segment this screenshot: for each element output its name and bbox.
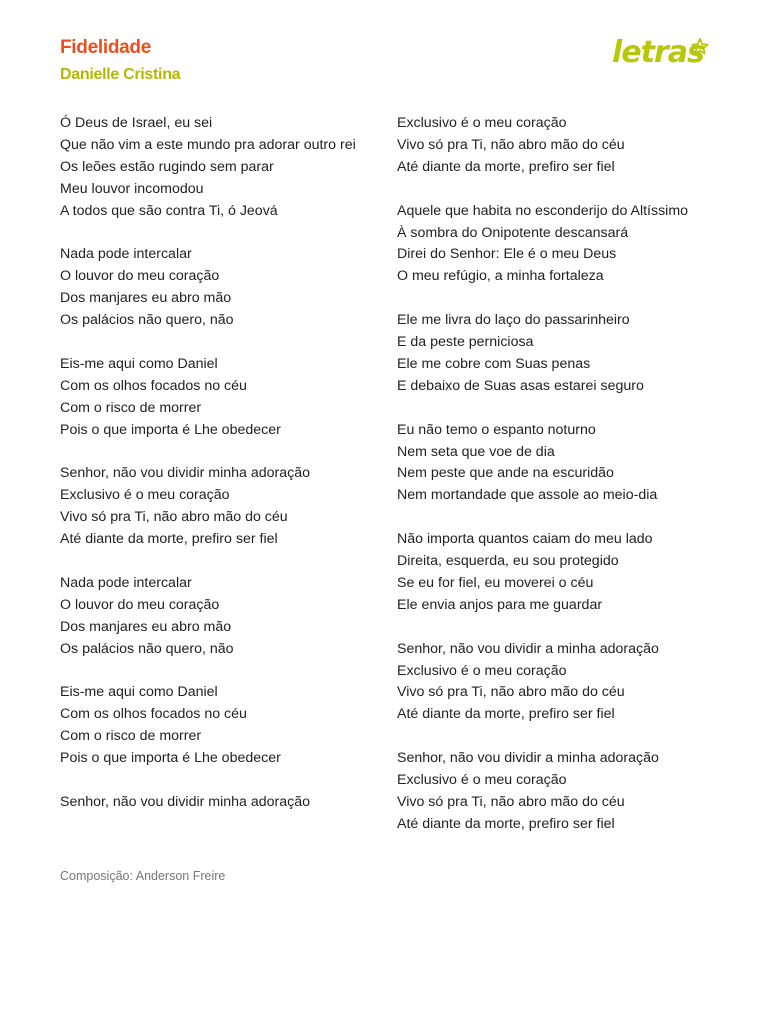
lyric-line: Exclusivo é o meu coração [397, 662, 567, 679]
lyric-line: Até diante da morte, prefiro ser fiel [397, 815, 615, 832]
lyric-line: Eis-me aqui como Daniel [60, 684, 218, 701]
lyric-line: Até diante da morte, prefiro ser fiel [60, 531, 278, 548]
lyric-line: Exclusivo é o meu coração [60, 487, 230, 504]
stanza [397, 201, 717, 289]
stanza [397, 420, 717, 508]
lyric-line: Com os olhos focados no céu [60, 706, 247, 723]
lyric-line: Vivo só pra Ti, não abro mão do céu [397, 684, 625, 701]
lyric-line: Exclusivo é o meu coração [397, 115, 567, 131]
stanza [397, 113, 717, 179]
stanza [60, 792, 375, 814]
lyric-line: Senhor, não vou dividir minha adoração [60, 465, 311, 482]
lyric-line: Nada pode intercalar [60, 246, 192, 263]
stanza [60, 573, 375, 661]
lyric-line: Pois o que importa é Lhe obedecer [60, 421, 281, 438]
stanza [60, 244, 375, 332]
lyric-line: Aquele que habita no esconderijo do Altíssimo [397, 202, 689, 219]
stanza [60, 682, 375, 770]
lyric-line: Se eu for fiel, eu moverei o céu [397, 574, 594, 591]
stanza [397, 529, 717, 617]
lyric-line: Pois o que importa é Lhe obedecer [60, 750, 281, 767]
stanza [397, 748, 717, 836]
stanza [397, 639, 717, 727]
lyric-line: Com os olhos focados no céu [60, 377, 247, 394]
lyric-line: Ele me livra do laço do passarinheiro [397, 312, 630, 329]
stanza-gap [60, 442, 375, 464]
lyric-line: Até diante da morte, prefiro ser fiel [397, 158, 615, 175]
lyric-line: A todos que são contra Ti, ó Jeová [60, 202, 278, 219]
lyrics-column-right [397, 113, 717, 836]
lyric-line: Com o risco de morrer [60, 728, 202, 745]
stanza-gap [60, 223, 375, 245]
letras-logo[interactable] [612, 33, 712, 69]
lyric-line: Ó Deus de Israel, eu sei [60, 115, 213, 131]
logo-text: letras [612, 35, 704, 69]
stanza [60, 354, 375, 442]
lyric-line: Os palácios não quero, não [60, 640, 234, 657]
lyric-line: Senhor, não vou dividir minha adoração [60, 794, 311, 810]
lyric-line: Direi do Senhor: Ele é o meu Deus [397, 246, 617, 263]
lyric-line: Vivo só pra Ti, não abro mão do céu [397, 136, 625, 153]
composer-credit: Composição: Anderson Freire [60, 869, 226, 883]
lyric-line: Com o risco de morrer [60, 399, 202, 416]
lyric-line: Dos manjares eu abro mão [60, 290, 232, 307]
stanza-gap [397, 507, 717, 529]
lyric-line: Os leões estão rugindo sem parar [60, 158, 274, 175]
lyric-line: E debaixo de Suas asas estarei seguro [397, 377, 644, 394]
stanza-gap [397, 179, 717, 201]
lyric-line: Até diante da morte, prefiro ser fiel [397, 706, 615, 723]
lyric-line: E da peste perniciosa [397, 334, 534, 351]
lyric-line: Senhor, não vou dividir a minha adoração [397, 640, 659, 657]
lyric-line: Eu não temo o espanto noturno [397, 421, 596, 438]
stanza [60, 113, 375, 223]
lyric-line: Os palácios não quero, não [60, 312, 234, 329]
lyrics-column-left [60, 113, 375, 814]
lyric-line: Nem seta que voe de dia [397, 443, 555, 460]
lyric-line: Eis-me aqui como Daniel [60, 355, 218, 372]
lyric-line: Ele me cobre com Suas penas [397, 355, 591, 372]
stanza-gap [397, 288, 717, 310]
lyric-line: Nada pode intercalar [60, 574, 192, 591]
stanza-gap [397, 398, 717, 420]
lyric-line: O meu refúgio, a minha fortaleza [397, 268, 604, 285]
lyric-line: Vivo só pra Ti, não abro mão do céu [60, 509, 288, 526]
stanza-gap [60, 332, 375, 354]
artist-name: Danielle Cristina [60, 66, 181, 83]
lyric-line: Não importa quantos caiam do meu lado [397, 531, 653, 548]
lyric-line: À sombra do Onipotente descansará [397, 224, 629, 241]
lyric-line: O louvor do meu coração [60, 268, 220, 285]
lyric-line: Dos manjares eu abro mão [60, 618, 232, 635]
stanza [397, 310, 717, 398]
lyric-line: Direita, esquerda, eu sou protegido [397, 553, 619, 570]
lyric-line: Senhor, não vou dividir a minha adoração [397, 750, 659, 767]
stanza [60, 463, 375, 551]
lyric-line: Exclusivo é o meu coração [397, 772, 567, 789]
stanza-gap [397, 617, 717, 639]
stanza-gap [60, 551, 375, 573]
stanza-gap [60, 770, 375, 792]
song-title: Fidelidade [60, 37, 151, 58]
lyric-line: Meu louvor incomodou [60, 180, 204, 197]
lyric-line: Que não vim a este mundo pra adorar outro rei [60, 136, 356, 153]
lyric-line: Vivo só pra Ti, não abro mão do céu [397, 794, 625, 810]
lyric-line: Nem mortandade que assole ao meio-dia [397, 487, 658, 504]
stanza-gap [397, 726, 717, 748]
lyric-line: Nem peste que ande na escuridão [397, 465, 614, 482]
stanza-gap [60, 661, 375, 683]
lyric-line: O louvor do meu coração [60, 596, 220, 613]
lyric-line: Ele envia anjos para me guardar [397, 596, 603, 613]
